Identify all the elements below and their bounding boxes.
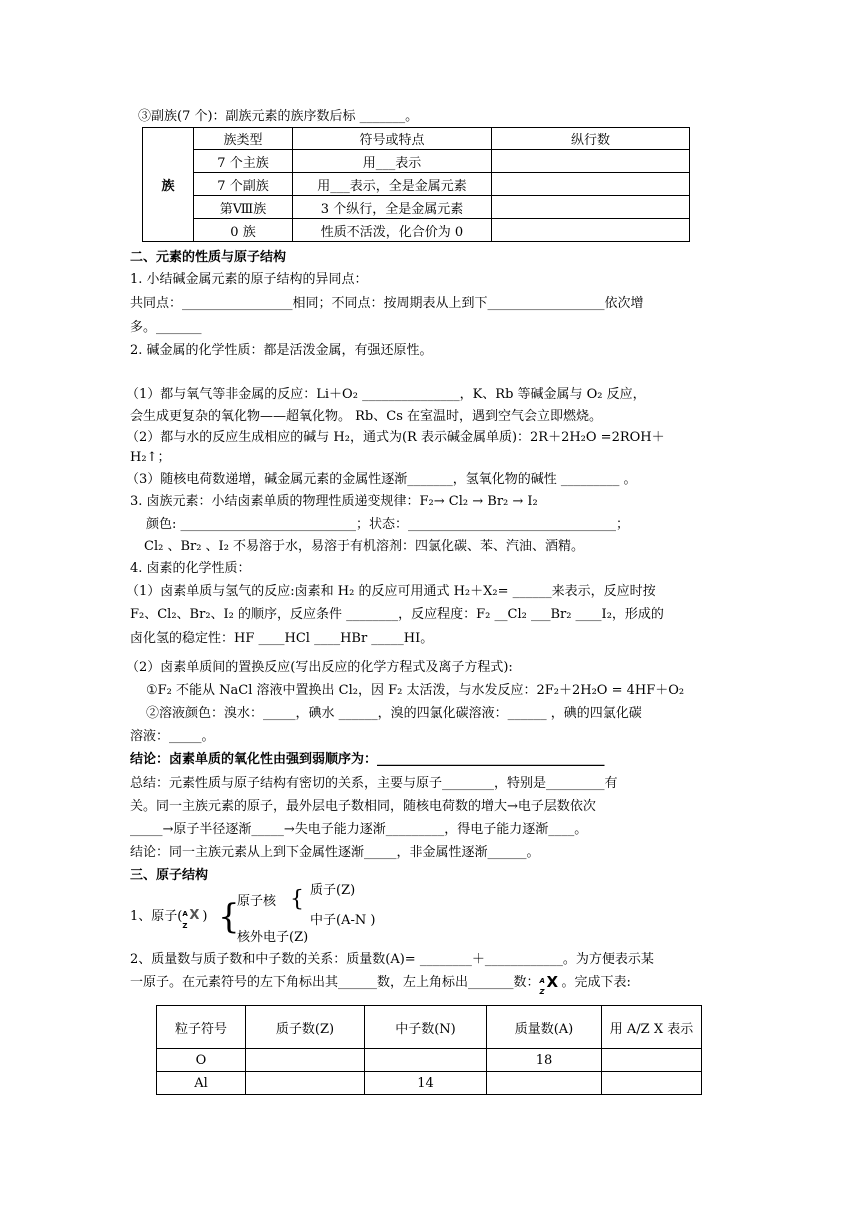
nucleus-brace: { [290,887,304,912]
table-cell [492,219,690,242]
table-cell: 3 个纵行，全是金属元素 [293,196,492,219]
group-side-label: 族 [143,128,194,242]
subgroup-line: ③副族(7 个)：副族元素的族序数后标 _______。 [138,109,419,124]
paragraph [130,973,631,996]
table-cell [365,1049,487,1072]
header-cell: 纵行数 [492,128,690,150]
table-cell: 7 个副族 [194,173,293,196]
element-symbol: X [546,973,559,991]
mass-number-symbol: A [539,977,545,985]
atom-symbol [182,908,202,930]
element-symbol: X [189,908,200,923]
section-3-title: 三、原子结构 [130,868,209,883]
header-cell: 用 A/Z X 表示 [602,1006,702,1049]
paragraph: 2. 碱金属的化学性质：都是活泼金属，有强还原性。 [130,343,433,358]
header-cell: 中子数(N) [365,1006,487,1049]
paragraph: 多。_______ [130,320,202,335]
paragraph: H₂↑； [130,450,171,465]
paragraph: （1）卤素单质与氢气的反应:卤素和 H₂ 的反应可用通式 H₂＋X₂= ______来表示，反应时按 [126,584,656,599]
paragraph: 颜色: ___________________________；状态：________________________________； [146,517,630,532]
table-cell: Al [157,1072,246,1095]
header-cell: 符号或特点 [293,128,492,150]
table-cell: O [157,1049,246,1072]
paragraph: 4. 卤素的化学性质： [130,561,251,576]
nucleus-label: 原子核 [237,894,277,909]
table-cell: 18 [487,1049,602,1072]
paragraph: ②溶液颜色：溴水：_____，碘水 ______，溴的四氯化碳溶液：______ ，碘的四氯化碳 [146,706,642,721]
table-cell: 0 族 [194,219,293,242]
paragraph: 共同点：_________________相同；不同点：按周期表从上到下__________________依次增 [130,296,644,311]
paragraph: Cl₂ 、Br₂ 、I₂ 不易溶于水，易溶于有机溶剂：四氯化碳、苯、汽油、酒精。 [144,539,585,554]
table-cell [246,1072,365,1095]
paragraph: 1. 小结碱金属元素的原子结构的异同点： [130,272,368,287]
particle-table [156,1005,702,1095]
paragraph: 3. 卤族元素：小结卤素单质的物理性质递变规律：F₂→ Cl₂ → Br₂ → I₂ [130,494,538,509]
table-cell [487,1072,602,1095]
paragraph: （2）都与水的反应生成相应的碱与 H₂，通式为(R 表示碱金属单质)：2R＋2H₂O =2ROH＋ [126,430,665,445]
paragraph: 溶液：_____。 [130,729,215,744]
paragraph-part: 。完成下表: [561,975,631,990]
header-cell: 质子数(Z) [246,1006,365,1049]
summary-1: 总结：元素性质与原子结构有密切的关系，主要与原子________，特别是_________有 [130,776,618,791]
table-cell [246,1049,365,1072]
header-cell: 粒子符号 [157,1006,246,1049]
conclusion-1: 结论：卤素单质的氧化性由强到弱顺序为：___________________________________ [130,752,605,767]
table-cell: 用___表示 [293,150,492,173]
atom-label [130,908,208,930]
paragraph: （2）卤素单质间的置换反应(写出反应的化学方程式及离子方程式): [126,660,513,675]
header-cell: 质量数(A) [487,1006,602,1049]
table-cell: 性质不活泼，化合价为 0 [293,219,492,242]
left-brace: { [218,897,240,937]
neutron-label: 中子(A-N ) [310,913,376,928]
atom-label-end: ) [202,909,208,924]
table-cell [492,196,690,219]
paragraph: F₂、Cl₂、Br₂、I₂ 的顺序，反应条件 ________，反应程度：F₂ __Cl₂ ___Br₂ ____I₂，形成的 [130,607,664,622]
conclusion-2: 结论：同一主族元素从上到下金属性逐渐_____，非金属性逐渐______。 [130,845,540,860]
header-cell: 族类型 [194,128,293,150]
table-cell: 14 [365,1072,487,1095]
mass-number-symbol: A [182,910,188,918]
paragraph-part: 一原子。在元素符号的左下角标出其______数，左上角标出_______数： [130,975,540,990]
table-cell [492,150,690,173]
atomic-number-symbol: Z [539,988,545,996]
paragraph: （1）都与氧气等非金属的反应：Li＋O₂ _______________，K、Rb 等碱金属与 O₂ 反应， [126,387,646,402]
table-cell: 第Ⅷ族 [194,196,293,219]
summary-3: _____→原子半径逐渐_____→失电子能力逐渐_________，得电子能力逐渐____。 [130,822,588,837]
paragraph: 卤化氢的稳定性：HF ____HCl ____HBr _____HI。 [130,631,434,646]
atomic-number-symbol: Z [182,922,188,930]
group-table [142,127,690,242]
electron-label: 核外电子(Z) [237,930,309,945]
summary-2: 关。同一主族元素的原子，最外层电子数相同，随核电荷数的增大→电子层数依次 [130,799,596,814]
table-cell: 用___表示，全是金属元素 [293,173,492,196]
atom-label-text: 1、原子( [130,909,183,924]
paragraph: 会生成更复杂的氧化物——超氧化物。 Rb、Cs 在室温时，遇到空气会立即燃烧。 [130,409,602,424]
table-cell [492,173,690,196]
table-cell [602,1049,702,1072]
table-cell: 7 个主族 [194,150,293,173]
table-cell [602,1072,702,1095]
paragraph: ①F₂ 不能从 NaCl 溶液中置换出 Cl₂，因 F₂ 太活泼，与水发反应：2F₂＋2H₂O = 4HF＋O₂ [146,683,685,698]
paragraph: （3）随核电荷数递增，碱金属元素的金属性逐渐_______，氢氧化物的碱性 _________ 。 [126,472,637,487]
paragraph: 2、质量数与质子数和中子数的关系：质量数(A)= ________＋____________。为方便表示某 [130,952,654,967]
proton-label: 质子(Z) [310,883,356,898]
section-2-title: 二、元素的性质与原子结构 [130,250,287,265]
nuclide-symbol [539,973,562,996]
